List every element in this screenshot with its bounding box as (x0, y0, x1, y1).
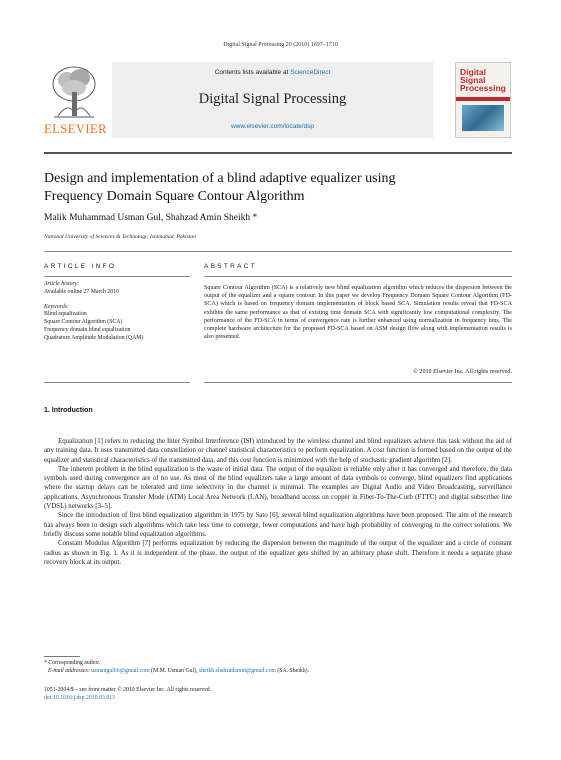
affiliation: National University of Sciences & Technology, Islamabad, Pakistan (44, 234, 196, 240)
email-link[interactable]: sheikh.shahzadamin@gmail.com (199, 667, 276, 674)
doi-link[interactable]: doi:10.1016/j.dsp.2010.03.013 (44, 695, 116, 701)
journal-banner (44, 62, 512, 144)
keyword: Quadrature Amplitude Modulation (QAM) (44, 334, 144, 341)
cover-title-line: Processing (460, 83, 506, 93)
abstract-text: Square Contour Algorithm (SCA) is a relatively new blind equalization algorithm which reduces the dispersion between the output of the equalizer and a square contour. In this paper we develop Frequency Domain Square Contour Algorithm (FD-SCA) which is based on frequency domain implementation of block based SCA. Simulation results reveal that FD-SCA exhibits the same performance as that of existing time domain SCA with significantly low computational complexity. The performance of the FD-SCA in terms of convergence rate is further enhanced using normalization in frequency bins. The complete hardware architecture for the proposed FD-SCA based on ASM design flow along with implementation results is also presented. (204, 285, 512, 341)
keyword: Frequency domain blind equalization (44, 326, 131, 333)
footnote (44, 660, 514, 676)
keyword: Blind equalization (44, 311, 87, 318)
sciencedirect-link[interactable]: ScienceDirect (290, 69, 331, 76)
cover-strip (456, 97, 510, 101)
paragraph: The inherent problem in the blind equalization is the waste of initial data. The output of the equalizer is reliable only after it has converged and therefore, the data symbols used during convergence are of no use. As most of the blind equalizers take a large amount of data symbols to converge, blind equalizers find applications where the startup delays can be tolerated and time selectivity in the channel is minimal. The examples are Digital Audio and Video Broadcasting, surveillance applications, Asynchronous Transfer Mode (ATM) Local Area Network (LAN), broadband access on copper in Fiber-To-The-Curb (FTTC) and digital subscriber line (VDSL) networks [3–5]. (44, 465, 512, 511)
abstract-rule (204, 276, 512, 277)
abstract-label: ABSTRACT (204, 263, 258, 270)
section-heading: 1. Introduction (44, 407, 93, 414)
footnote-rule (44, 656, 80, 657)
footnote-label: Corresponding author. (48, 660, 101, 666)
history-value: Available online 27 March 2010 (44, 288, 119, 295)
body-text (44, 437, 512, 567)
authors: Malik Muhammad Usman Gul, Shahzad Amin Sheikh * (44, 213, 258, 223)
paragraph: Since the introduction of first blind equalization algorithm in 1975 by Sato [6], several blind equalization algorithms have been proposed. The aim of the research has always been to design such algorithms which take less time to converge, fewer computations and have high probability of converging to the correct solutions. We briefly discuss some notable blind equalization algorithms. (44, 512, 512, 538)
cover-title (460, 68, 506, 92)
tree-icon (50, 64, 98, 120)
contents-line (112, 69, 433, 76)
page-footer (44, 686, 211, 702)
journal-title: Digital Signal Processing (198, 91, 347, 107)
header-rule (44, 152, 512, 154)
article-title-line: Design and implementation of a blind adaptive equalizer using (44, 171, 396, 186)
info-rule (44, 276, 190, 277)
paragraph: Equalization [1] refers to reducing the Inter Symbol Interference (ISI) introduced by the wireless channel and blind equalizers achieve this task without the aid of any training data. It uses transmitted data constellation or channel statistical characteristics to perform equalization. A cost function is formed based on the output of the equalizer and statistical characteristics of the transmitted data, and this cost function is minimized with the help of stochastic gradient algorithm [2]. (44, 438, 512, 464)
history-label: Article history: (44, 281, 80, 287)
keywords-label: Keywords: (44, 303, 69, 310)
info-bottom-rule (44, 382, 190, 383)
abstract-bottom-rule (204, 382, 512, 383)
cover-title-line: Signal (460, 75, 486, 85)
journal-cover-thumbnail[interactable] (455, 62, 511, 138)
title-rule (44, 251, 512, 252)
issn-line: 1051-2004/$ – see front matter © 2010 Elsevier Inc. All rights reserved. (44, 687, 212, 693)
footnote-marker: * (44, 660, 47, 666)
contents-prefix: Contents lists available at (214, 69, 291, 76)
cover-title-line: Digital (460, 67, 486, 77)
email-link[interactable]: usmangul66@gmail.com (91, 667, 150, 674)
email-owner: (SA. Sheikh). (277, 667, 310, 674)
email-owner: (M.M. Usman Gul), (151, 667, 198, 674)
journal-header-box (112, 62, 433, 138)
article-info-label: ARTICLE INFO (44, 263, 117, 270)
email-label: E-mail addresses: (48, 667, 90, 674)
copyright: © 2010 Elsevier Inc. All rights reserved. (413, 369, 512, 375)
elsevier-logo[interactable] (44, 62, 108, 138)
article-title-line: Frequency Domain Square Contour Algorithm (44, 189, 305, 204)
cover-image (462, 105, 504, 131)
running-head: Digital Signal Processing 20 (2010) 1697–1710 (223, 42, 338, 48)
article-title (44, 170, 514, 206)
article-info (44, 281, 190, 343)
keyword: Square Contour Algorithm (SCA) (44, 319, 123, 326)
elsevier-wordmark: ELSEVIER (44, 122, 108, 136)
paragraph: Constant Modulus Algorithm [7] performs equalization by reducing the dispersion between the magnitude of the output of the equalizer and a circle of constant radius as shown in Fig. 1. As it is independent of the phase, the output of the equalizer gets shifted by an arbitrary phase shift. Therefore it needs a separate phase recovery block at its output. (44, 540, 512, 566)
journal-url-link[interactable]: www.elsevier.com/locate/dsp (230, 123, 315, 130)
